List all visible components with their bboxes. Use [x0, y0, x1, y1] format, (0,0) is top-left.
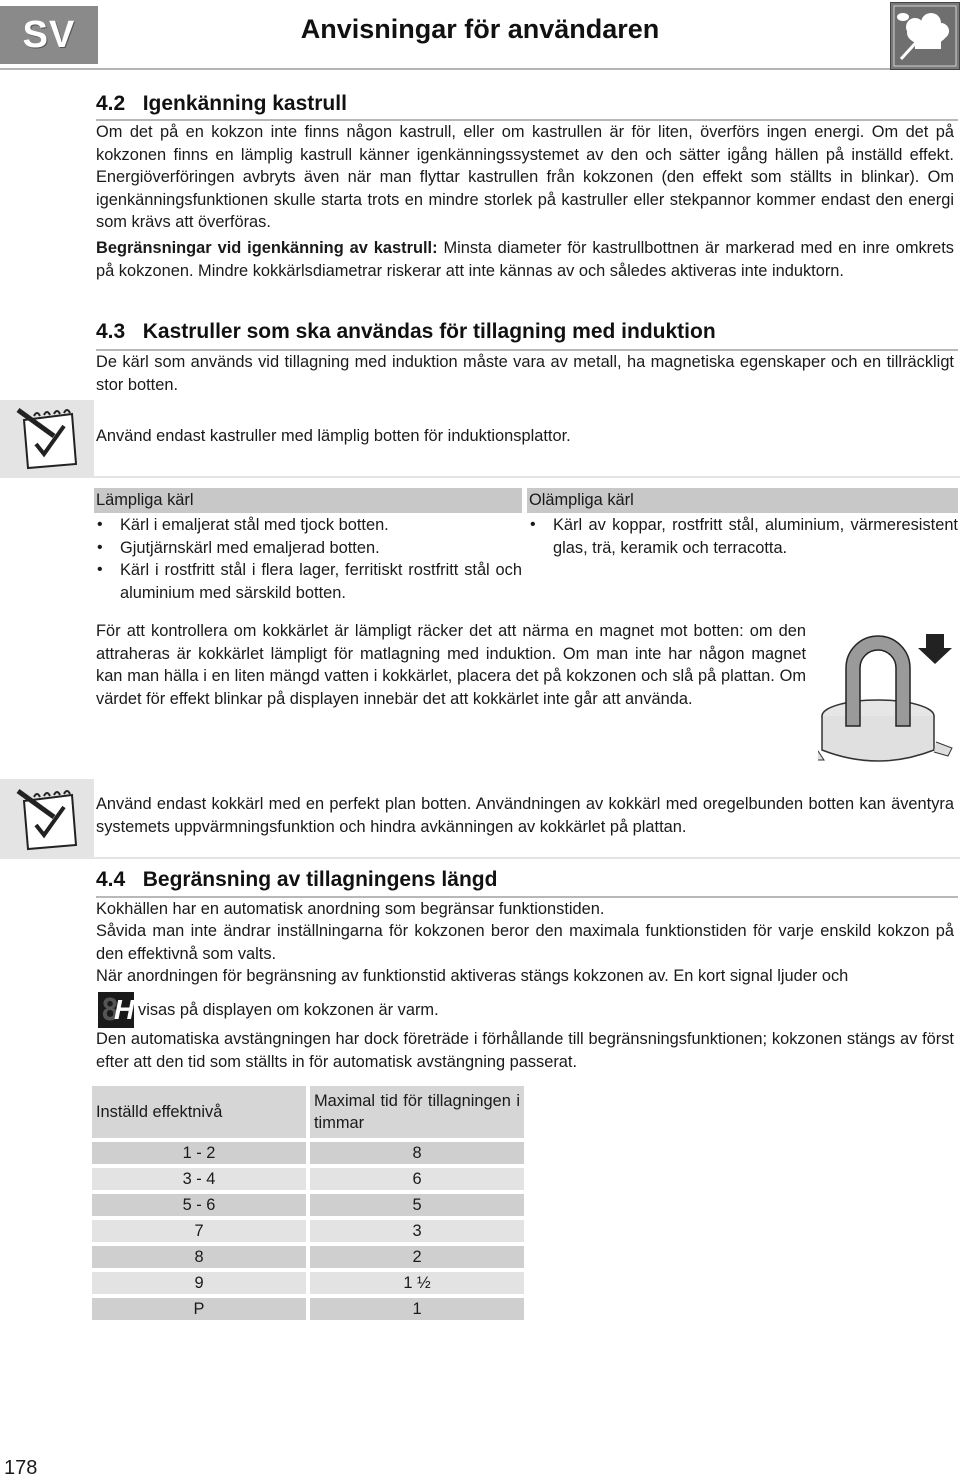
header-divider	[0, 68, 960, 70]
table-row: 3 - 4 6	[92, 1168, 524, 1190]
suitable-pans-column	[94, 488, 522, 604]
table-row: 9 1 ½	[92, 1272, 524, 1294]
note-box	[0, 400, 960, 478]
section-4-4-title: 4.4 Begränsning av tillagningens längd	[96, 868, 498, 891]
table-header-time: Maximal tid för tillagningen i timmar	[310, 1086, 524, 1138]
magnet-pot-illustration	[818, 620, 958, 775]
section-4-4-paragraph-4: Den automatiska avstängningen har dock företräde i förhållande till begränsningsfunktionen; kokzonen stängs av först efter att den tid som ställts in för automatisk avstängning passerat.	[96, 1030, 954, 1071]
section-4-4-paragraph-3: När anordningen för begränsning av funktionstid aktiveras stängs kokzonen av. En kort signal ljuder och	[96, 967, 849, 985]
section-4-3-paragraph-1: De kärl som används vid tillagning med induktion måste vara av metall, ha magnetiska egenskaper och en tillräckligt stor botten.	[96, 353, 954, 394]
magnet-test-paragraph: För att kontrollera om kokkärlet är lämpligt räcker det att närma en magnet mot botten: om den attraheras är kokkärlet lämpligt för matlagning med induktion. Om man inte har någon magnet kan man hälla i en liten mängd vatten i kokkärlet, placera det på kokzonen och slå på plattan. Om värdet för effekt blinkar på displayen innebär det att kokkärlet inte går att använda.	[96, 622, 806, 708]
page-header-title: Anvisningar för användaren	[300, 14, 660, 44]
page-number: 178	[4, 1457, 38, 1479]
table-row: 7 3	[92, 1220, 524, 1242]
note-text: Använd endast kokkärl med en perfekt plan botten. Användningen av kokkärl med oregelbunden botten kan äventyra systemets uppvärmningsfunktion och hindra avkänningen av kokkärlet på plattan.	[96, 795, 954, 836]
section-4-2-title: 4.2 Igenkänning kastrull	[96, 92, 347, 115]
section-4-4-paragraph-2: Såvida man inte ändrar inställningarna för kokzonen beror den maximala funktionstiden för varje enskild kokzon på den effektivnå som valts.	[96, 922, 954, 963]
chef-hat-icon	[890, 2, 960, 70]
list-item: • Kärl av koppar, rostfritt stål, aluminium, värmeresistent glas, trä, keramik och terracotta.	[527, 514, 958, 559]
list-item: • Gjutjärnskärl med emaljerad botten.	[94, 537, 522, 560]
language-code: SV	[22, 14, 76, 56]
section-4-4-paragraph-1: Kokhällen har en automatisk anordning som begränsar funktionstiden.	[96, 900, 605, 918]
table-header-level: Inställd effektnivå	[92, 1086, 306, 1138]
section-4-2-paragraph-2: Begränsningar vid igenkänning av kastrull: Minsta diameter för kastrullbottnen är markerad med en inre omkrets på kokzonen. Mindre kokkärlsdiametrar riskerar att inte kännas av och således aktiveras inte induktorn.	[96, 239, 954, 280]
section-4-2-paragraph-1: Om det på en kokzon inte finns någon kastrull, eller om kastrullen är för liten, överförs ingen energi. Om det på kokzonen finns en lämplig kastrull känner igenkänningssystemet av den och sätter igång hällen på inställd effekt. Energiöverföringen avbryts även när man flyttar kastrullen från kokzonen (den effekt som ställts in blinkar). Om igenkänningsfunktionen skulle starta trots en mindre storlek på kastruller eller stekpannor kommer endast den energi som krävs att överföras.	[96, 123, 954, 231]
table-row: 1 - 2 8	[92, 1142, 524, 1164]
notepad-pencil-icon	[14, 406, 84, 477]
list-item: • Kärl i rostfritt stål i flera lager, ferritiskt rostfritt stål och aluminium med särskild botten.	[94, 559, 522, 604]
suitable-pans-heading: Lämpliga kärl	[94, 488, 522, 513]
time-limit-table	[92, 1082, 524, 1324]
table-row: 5 - 6 5	[92, 1194, 524, 1216]
limitations-label: Begränsningar vid igenkänning av kastrull:	[96, 239, 438, 257]
section-4-3-title: 4.3 Kastruller som ska användas för tillagning med induktion	[96, 320, 716, 343]
table-row: P 1	[92, 1298, 524, 1320]
display-symbol-icon: 8 H	[98, 992, 134, 1028]
unsuitable-pans-heading: Olämpliga kärl	[527, 488, 958, 513]
notepad-pencil-icon	[14, 787, 84, 858]
note-text: Använd endast kastruller med lämplig botten för induktionsplattor.	[96, 427, 571, 445]
note-box	[0, 779, 960, 859]
list-item: • Kärl i emaljerat stål med tjock botten.	[94, 514, 522, 537]
table-row: 8 2	[92, 1246, 524, 1268]
section-4-4-paragraph-3-cont: visas på displayen om kokzonen är varm.	[138, 1001, 439, 1019]
unsuitable-pans-column	[527, 488, 958, 559]
